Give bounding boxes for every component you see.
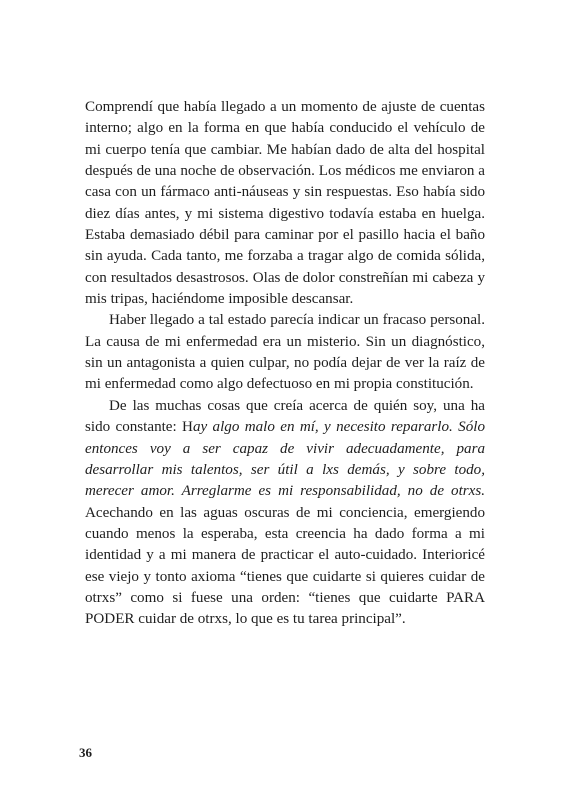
paragraph-3-rest: Acechando en las aguas oscuras de mi conciencia, emergiendo cuando menos la esperaba, esta creencia ha dado forma a mi identidad y a mi manera de practicar el auto-cuidado. Interioricé ese viejo y tonto axioma “tienes que cuidarte si quieres cuidar de otrxs” como si fuese una orden: “tienes que cuidarte PARA PODER cuidar de otrxs, lo que es tu tarea principal”.	[85, 504, 485, 628]
paragraph-1: Comprendí que había llegado a un momento de ajuste de cuentas interno; algo en la forma en que había conducido el vehículo de mi cuerpo tenía que cambiar. Me habían dado de alta del hospital después de una noche de observación. Los médicos me enviaron a casa con un fármaco anti-náuseas y sin respuestas. Eso había sido diez días antes, y mi sistema digestivo todavía estaba en huelga. Estaba demasiado débil para caminar por el pasillo hacia el baño sin ayuda. Cada tanto, me forzaba a tragar algo de comida sólida, con resultados desastrosos. Olas de dolor constreñían mi cabeza y mis tripas, haciéndome imposible descansar.	[85, 99, 485, 308]
paragraph-2: Haber llegado a tal estado parecía indicar un fracaso personal. La causa de mi enfermedad era un misterio. Sin un diagnóstico, sin un antagonista a quien culpar, no podía dejar de ver la raíz de mi enfermedad como algo defectuoso en mi propia constitución.	[85, 312, 485, 393]
paragraph-3	[85, 396, 485, 631]
page-number: 36	[79, 745, 92, 760]
body-text	[85, 97, 485, 631]
paragraph-3-italic-belief: ay algo malo en mí, y necesito repararlo. Sólo entonces voy a ser capaz de vivir adecuadamente, para desarrollar mis talentos, ser útil a lxs demás, y sobre todo, merecer amor. Arreglarme es mi responsabilidad, no de otrxs.	[85, 419, 485, 500]
paragraph-3-lead: De las muchas cosas que creía acerca de quién soy, una ha sido constante: H	[85, 397, 485, 436]
